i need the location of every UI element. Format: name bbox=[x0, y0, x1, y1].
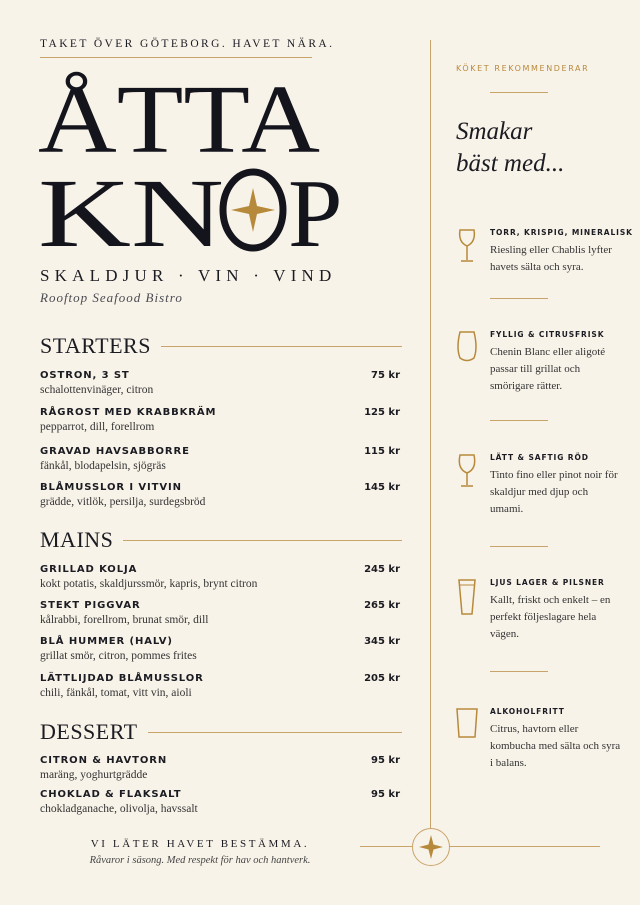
item-price: 205 kr bbox=[364, 673, 400, 684]
item-price: 245 kr bbox=[364, 564, 400, 575]
item-price: 95 kr bbox=[371, 755, 400, 766]
item-desc: fänkål, blodapelsin, sjögräs bbox=[40, 460, 166, 472]
item-desc: kålrabbi, forellrom, brunat smör, dill bbox=[40, 614, 209, 626]
footer-rule-right bbox=[448, 846, 600, 847]
menu-item bbox=[40, 673, 400, 699]
sidebar-rule bbox=[490, 420, 548, 421]
menu-item bbox=[40, 407, 400, 433]
pairing-desc: Chenin Blanc eller aligoté passar till grillat och smörigare rätter. bbox=[490, 346, 606, 392]
wine-glass-icon bbox=[456, 228, 478, 266]
item-desc: maräng, yoghurtgrädde bbox=[40, 769, 148, 781]
section-dessert bbox=[40, 719, 402, 745]
sidebar-rule bbox=[490, 546, 548, 547]
item-name: CHOKLAD & FLAKSALT bbox=[40, 789, 182, 800]
section-rule bbox=[161, 346, 402, 347]
section-starters bbox=[40, 333, 402, 359]
menu-item bbox=[40, 482, 400, 508]
item-desc: grillat smör, citron, pommes frites bbox=[40, 650, 197, 662]
sidebar-heading-line-1: Smakar bbox=[456, 118, 533, 145]
item-desc: pepparrot, dill, forellrom bbox=[40, 421, 155, 433]
item-desc: kokt potatis, skaldjurssmör, kapris, brynt citron bbox=[40, 578, 258, 590]
beer-glass-icon bbox=[456, 578, 478, 616]
menu-item bbox=[40, 600, 400, 626]
item-desc: grädde, vitlök, persilja, surdegsbröd bbox=[40, 496, 206, 508]
footer-slogan: VI LÄTER HAVET BESTÄMMA. bbox=[40, 838, 360, 850]
item-name: BLÅ HUMMER (HALV) bbox=[40, 636, 173, 647]
pairing-title: TORR, KRISPIG, MINERALISK bbox=[490, 228, 633, 237]
sidebar-heading bbox=[456, 116, 564, 180]
pairing-desc: Citrus, havtorn eller kombucha med sälta och syra i balans. bbox=[490, 723, 621, 769]
section-mains bbox=[40, 527, 402, 553]
pairing-title: LJUS LAGER & PILSNER bbox=[490, 578, 605, 587]
section-rule bbox=[148, 732, 402, 733]
menu-item bbox=[40, 636, 400, 662]
item-desc: schalottenvinäger, citron bbox=[40, 384, 154, 396]
logo-line-2-right: P bbox=[288, 160, 343, 258]
item-name: BLÅMUSSLOR I VITVIN bbox=[40, 482, 182, 493]
tagline-italic: Rooftop Seafood Bistro bbox=[40, 290, 183, 305]
sidebar-rule bbox=[490, 298, 548, 299]
item-price: 265 kr bbox=[364, 600, 400, 611]
item-price: 95 kr bbox=[371, 789, 400, 800]
menu-item bbox=[40, 789, 400, 815]
logo-line-1: ÅTTA bbox=[38, 68, 321, 174]
pairing-desc: Kallt, friskt och enkelt – en perfekt följeslagare hela vägen. bbox=[490, 594, 611, 640]
pairing-title: LÄTT & SAFTIG RÖD bbox=[490, 453, 589, 462]
subtitle: SKALDJUR · VIN · VIND bbox=[40, 266, 337, 285]
menu-item bbox=[40, 370, 400, 396]
item-price: 125 kr bbox=[364, 407, 400, 418]
tagline-rule bbox=[40, 57, 312, 58]
item-name: CITRON & HAVTORN bbox=[40, 755, 168, 766]
item-name: STEKT PIGGVAR bbox=[40, 600, 141, 611]
section-title: MAINS bbox=[40, 527, 114, 552]
pairing-title: ALKOHOLFRITT bbox=[490, 707, 565, 716]
menu-item bbox=[40, 446, 400, 472]
tagline: TAKET ÖVER GÖTEBORG. HAVET NÄRA. bbox=[40, 38, 335, 50]
section-title: STARTERS bbox=[40, 333, 151, 358]
item-price: 75 kr bbox=[371, 370, 400, 381]
item-desc: chili, fänkål, tomat, vitt vin, aioli bbox=[40, 687, 192, 699]
compass-star-icon bbox=[412, 828, 450, 866]
menu-item bbox=[40, 564, 400, 590]
item-price: 145 kr bbox=[364, 482, 400, 493]
footer-subline: Råvaror i säsong. Med respekt för hav och hantverk. bbox=[89, 855, 311, 866]
logo-line-2-left: KN bbox=[38, 160, 224, 258]
item-desc: chokladganache, olivolja, havssalt bbox=[40, 803, 198, 815]
item-name: OSTRON, 3 ST bbox=[40, 370, 130, 381]
red-wine-glass-icon bbox=[456, 453, 478, 491]
sidebar-heading-line-2: bäst med... bbox=[456, 150, 565, 177]
logo bbox=[38, 68, 398, 258]
compass-o-icon bbox=[223, 172, 283, 248]
tumbler-glass-icon bbox=[456, 707, 478, 745]
section-title: DESSERT bbox=[40, 719, 138, 744]
pairing-desc: Tinto fino eller pinot noir för skaldjur med djup och umami. bbox=[490, 469, 618, 515]
item-name: GRILLAD KOLJA bbox=[40, 564, 138, 575]
pairing-desc: Riesling eller Chablis lyfter havets sälta och syra. bbox=[490, 244, 612, 273]
sidebar-rule bbox=[490, 671, 548, 672]
section-rule bbox=[123, 540, 402, 541]
sidebar-kicker: KÖKET REKOMMENDERAR bbox=[456, 64, 590, 73]
item-name: LÄTTLIJDAD BLÅMUSSLOR bbox=[40, 673, 204, 684]
menu-item bbox=[40, 755, 400, 781]
pairing-title: FYLLIG & CITRUSFRISK bbox=[490, 330, 605, 339]
round-wine-glass-icon bbox=[456, 330, 478, 368]
sidebar-rule bbox=[490, 92, 548, 93]
item-price: 345 kr bbox=[364, 636, 400, 647]
item-name: GRAVAD HAVSABBORRE bbox=[40, 446, 190, 457]
item-price: 115 kr bbox=[364, 446, 400, 457]
item-name: RÅGROST MED KRABBKRÄM bbox=[40, 407, 217, 418]
vertical-divider bbox=[430, 40, 431, 830]
